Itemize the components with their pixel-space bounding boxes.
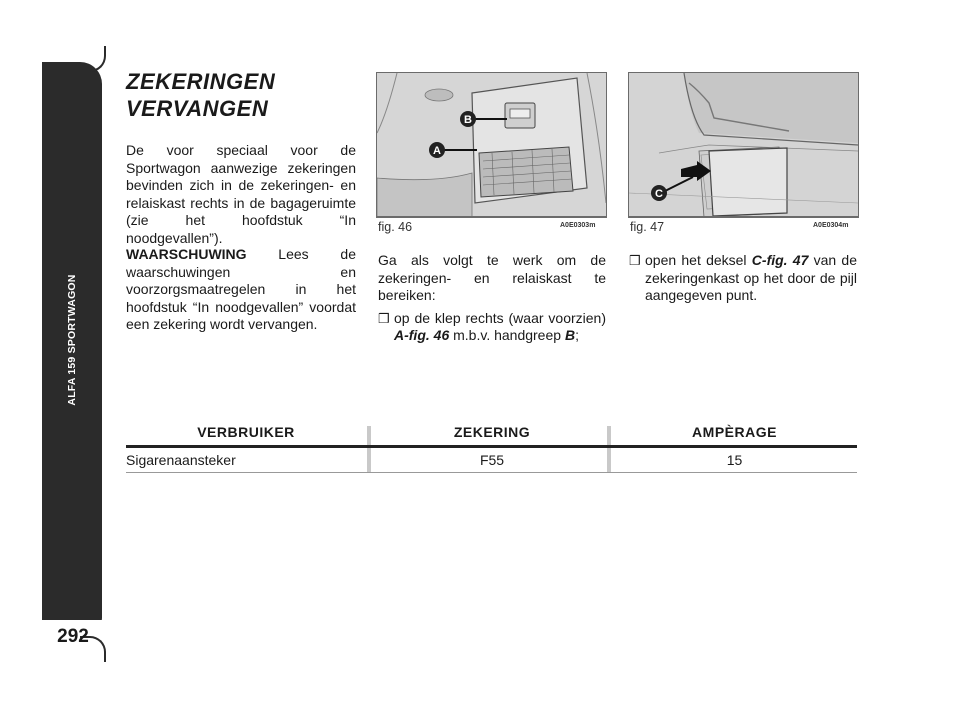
column3-bullet (629, 252, 857, 305)
figure-47-illustration (628, 72, 859, 218)
section-title-line2: VERVANGEN (126, 96, 269, 121)
table-header-amperage: AMPÈRAGE (692, 424, 777, 440)
column2-intro: Ga als volgt te werk om de zekeringen- en relaiskast te bereiken: (378, 252, 606, 303)
table-cell-fuse: F55 (479, 452, 505, 468)
table-cell-amperage: 15 (726, 452, 743, 468)
sidebar-notch-top (80, 46, 106, 72)
column2-text (378, 252, 606, 345)
running-title: ALFA 159 SPORTWAGON (66, 274, 78, 406)
column2-bullet-text (394, 310, 606, 345)
bullet-text-part: open het deksel (645, 252, 752, 268)
table-header-fuse: ZEKERING (453, 424, 531, 440)
bullet-text-part: op de klep rechts (waar voorzien) (394, 309, 606, 326)
column3-bullet-text (645, 252, 857, 305)
figure-46-frame-bottom (376, 216, 607, 235)
figure-46-code: A0E0303m (560, 222, 596, 229)
bullet-text-part: m.b.v. handgreep (449, 327, 565, 343)
figure-reference: A-fig. 46 (394, 327, 450, 343)
checkbox-bullet-icon: ❒ (378, 310, 390, 326)
table-row-rule (126, 472, 857, 473)
figure-46-label: fig. 46 (378, 220, 413, 234)
section-title (126, 68, 356, 122)
figure-46-illustration (376, 72, 607, 218)
intro-paragraph: De voor speciaal voor de Sportwagon aanwezige zekeringen bevinden zich in de zekeringen- en relaiskast rechts in de bagageruimte (zie het hoofdstuk “In noodgevallen”). (126, 142, 356, 246)
table-header-consumer: VERBRUIKER (197, 424, 295, 440)
trunk-panel-drawing (377, 73, 606, 217)
figure-reference: C-fig. 47 (751, 252, 809, 268)
column2-bullet (378, 310, 606, 345)
table-cell-consumer: Sigarenaansteker (126, 452, 236, 468)
handle-reference: B (564, 327, 576, 343)
page-number: 292 (57, 626, 89, 647)
bullet-text-part: ; (575, 327, 579, 343)
callout-a-label: A (433, 145, 441, 157)
column3-text (629, 252, 857, 305)
figure-47-code: A0E0304m (813, 222, 849, 229)
figure-47-frame-bottom (628, 216, 859, 235)
table-column-separator (367, 426, 371, 472)
callout-b-label: B (464, 114, 472, 126)
bullet-text-part: van de zekeringenkast op het door de pijl aangegeven punt. (645, 252, 857, 303)
warning-text: Lees de waarschuwingen en voorzorgsmaatregelen in het hoofdstuk “In noodgevallen” voordat een zekering wordt vervangen. (126, 246, 356, 332)
warning-label: WAARSCHUWING (126, 246, 247, 262)
checkbox-bullet-icon: ❒ (629, 253, 641, 268)
callout-c-label: C (655, 188, 663, 200)
warning-paragraph (126, 246, 356, 334)
fuse-box-drawing (629, 73, 858, 217)
table-header-rule (126, 445, 857, 448)
figure-47-label: fig. 47 (630, 220, 665, 234)
section-title-line1: ZEKERINGEN (126, 69, 276, 94)
